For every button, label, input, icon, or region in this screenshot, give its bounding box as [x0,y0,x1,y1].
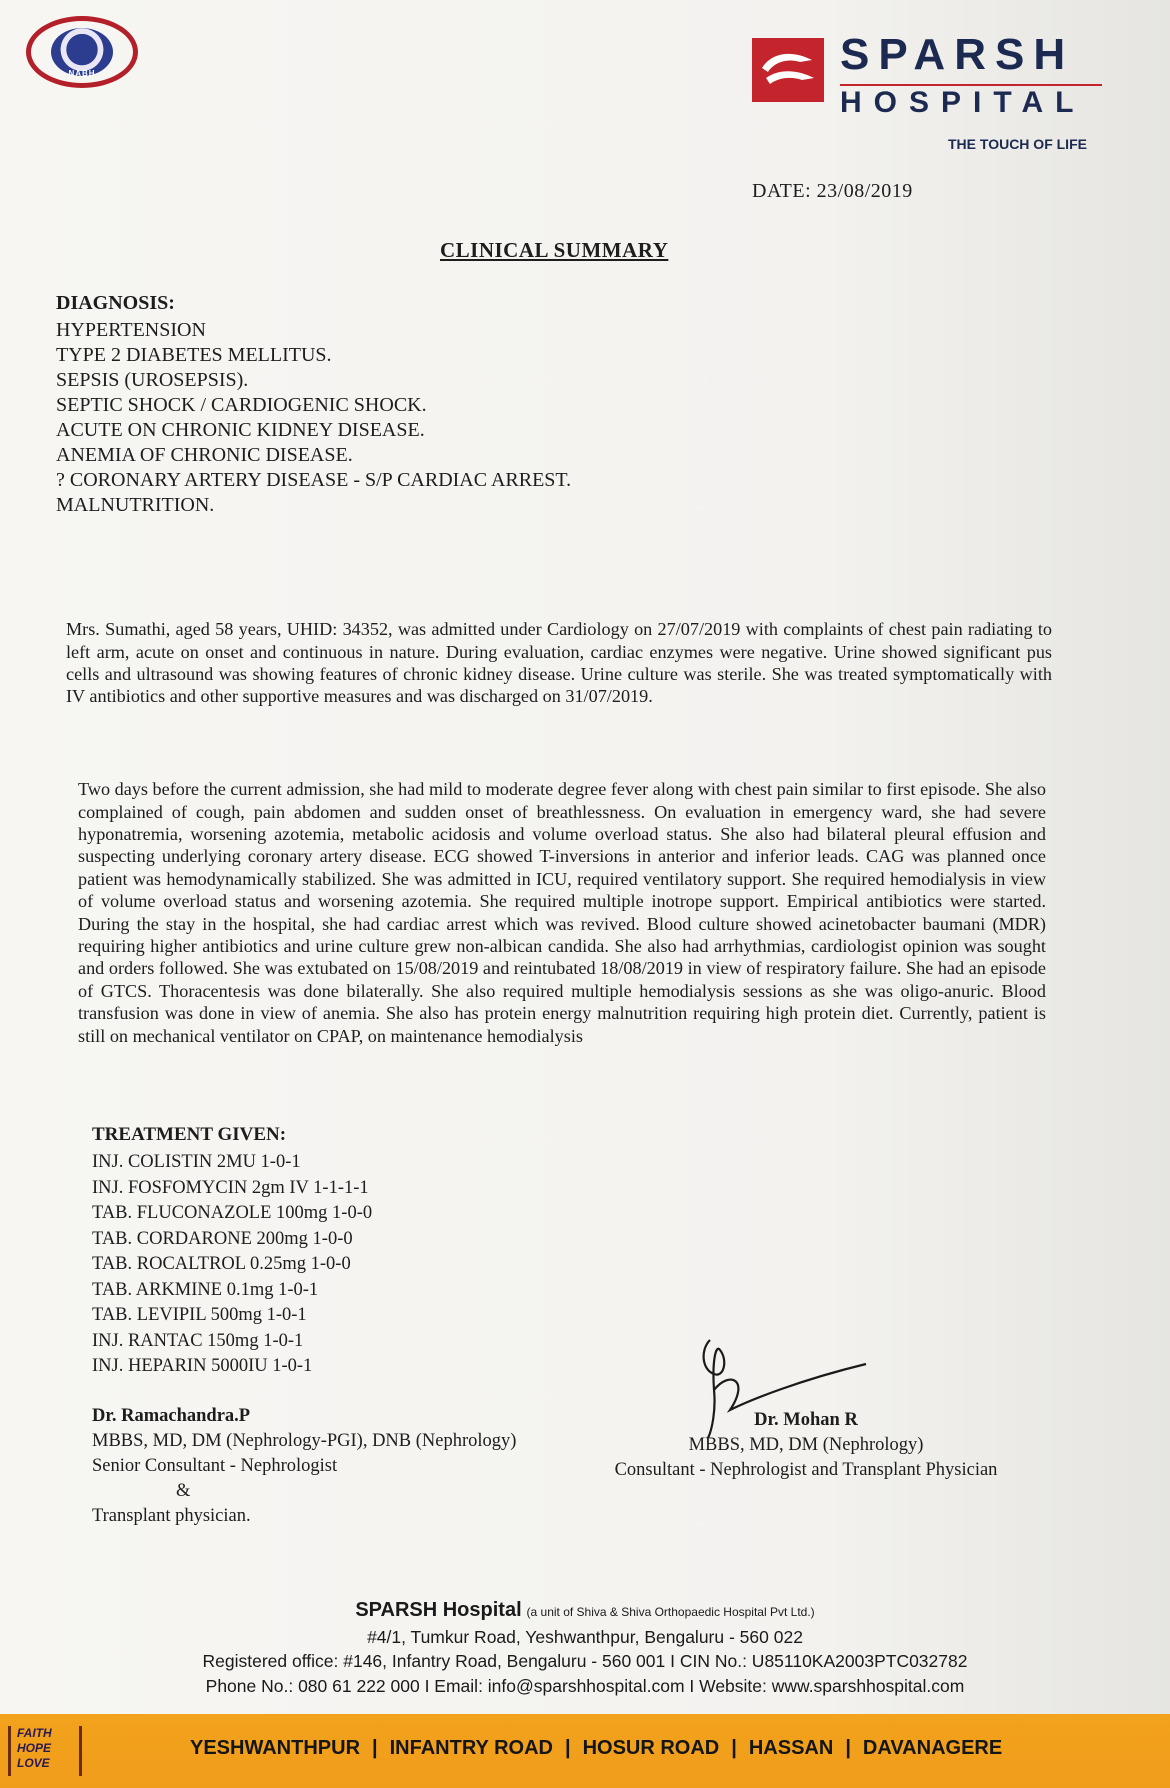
diagnosis-item: HYPERTENSION [56,319,206,341]
treatment-item: TAB. ROCALTROL 0.25mg 1-0-0 [92,1254,351,1274]
seal-text: NABH [68,69,96,78]
doctor-2-qualifications: MBBS, MD, DM (Nephrology) [688,1435,924,1455]
treatment-item: TAB. CORDARONE 200mg 1-0-0 [92,1228,353,1249]
brand-name-bottom: HOSPITAL [840,86,1086,119]
location-item: | HASSAN [719,1737,833,1760]
treatment-item: INJ. FOSFOMYCIN 2gm IV 1-1-1-1 [92,1177,369,1198]
location-item: | HOSUR ROAD [553,1737,719,1760]
treatment-list [92,1150,372,1380]
sparsh-logo-mark-icon [752,38,824,102]
band-logo-line: FAITH [17,1726,52,1740]
diagnosis-item: ? CORONARY ARTERY DISEASE - S/P CARDIAC ARREST. [56,469,572,491]
document-title: CLINICAL SUMMARY [440,238,669,262]
treatment-heading: TREATMENT GIVEN: [92,1124,287,1145]
history-paragraph: Mrs. Sumathi, aged 58 years, UHID: 34352, was admitted under Cardiology on 27/07/2019 with complaints of chest pain radiating to left arm, acute on onset and continuous in nature. During evaluation, cardiac enzymes were negative. Urine showed significant pus cells and ultrasound was showing features of chronic kidney disease. Urine culture was sterile. She was treated symptomatically with IV antibiotics and other supportive measures and was discharged on 31/07/2019. [66,619,1052,707]
nabh-seal-logo [26,16,138,88]
brand-tagline: THE TOUCH OF LIFE [948,136,1087,152]
nabh-emblem-icon [51,28,113,76]
location-item: YESHWANTHPUR [190,1737,361,1759]
treatment-item: TAB. ARKMINE 0.1mg 1-0-1 [92,1279,319,1300]
diagnosis-item: TYPE 2 DIABETES MELLITUS. [56,344,332,366]
doctor-2-role: Consultant - Nephrologist and Transplant Physician [614,1460,998,1480]
doctor-1-ampersand: & [176,1481,191,1501]
diagnosis-list [56,318,571,518]
document-date: DATE: 23/08/2019 [752,180,913,202]
footer-brand: SPARSH Hospital [355,1599,522,1621]
footer-registered: Registered office: #146, Infantry Road, Bengaluru - 560 001 I CIN No.: U85110KA2003PTC032782 [202,1651,968,1671]
diagnosis-item: SEPTIC SHOCK / CARDIOGENIC SHOCK. [56,394,427,416]
treatment-item: TAB. LEVIPIL 500mg 1-0-1 [92,1305,307,1325]
brand-name-top: SPARSH [840,30,1075,79]
doctor-2-name: Dr. Mohan R [754,1410,858,1430]
doctor-1-block [92,1404,516,1529]
doctor-1-role: Senior Consultant - Nephrologist [92,1456,338,1476]
doctor-1-role-2: Transplant physician. [92,1506,251,1526]
locations-band [0,1714,1170,1788]
treatment-item: INJ. HEPARIN 5000IU 1-0-1 [92,1356,313,1376]
doctor-1-qualifications: MBBS, MD, DM (Nephrology-PGI), DNB (Nephrology) [92,1431,517,1451]
doctor-1-name: Dr. Ramachandra.P [92,1406,251,1426]
diagnosis-item: ACUTE ON CHRONIC KIDNEY DISEASE. [56,419,425,441]
location-item: | DAVANAGERE [833,1737,1002,1760]
footer [0,1598,1170,1698]
treatment-item: TAB. FLUCONAZOLE 100mg 1-0-0 [92,1203,373,1223]
footer-contact: Phone No.: 080 61 222 000 I Email: info@sparshhospital.com I Website: www.sparshhospital.com [205,1675,965,1696]
band-logo-line: LOVE [17,1756,50,1770]
band-logo-line: HOPE [17,1741,52,1755]
diagnosis-item: MALNUTRITION. [56,494,215,516]
current-admission-paragraph: Two days before the current admission, she had mild to moderate degree fever along with chest pain similar to first episode. She also complained of cough, pain abdomen and sudden onset of breathlessness. On evaluation in emergency ward, she had severe hyponatremia, worsening azotemia, metabolic acidosis and volume overload status. She also had bilateral pleural effusion and suspecting underlying coronary artery disease. ECG showed T-inversions in anterior and inferior leads. CAG was planned once patient was hemodynamically stabilized. She was admitted in ICU, required ventilatory support. She required hemodialysis in view of volume overload status and worsening azotemia. She required multiple inotrope support. Empirical antibiotics were started. During the stay in the hospital, she had cardiac arrest which was revived. Blood culture showed acinetobacter baumani (MDR) requiring higher antibiotics and urine culture grew non-albican candida. She also had arrhythmias, cardiologist opinion was sought and orders followed. She was extubated on 15/08/2019 and reintubated 18/08/2019 in view of respiratory failure. She had an episode of GTCS. Thoracentesis was done bilaterally. She also required multiple hemodialysis sessions as she was oligo-anuric. Blood transfusion was done in view of anemia. She also has protein energy malnutrition requiring high protein diet. Currently, patient is still on mechanical ventilator on CPAP, on maintenance hemodialysis [78,779,1046,1046]
footer-unit: (a unit of Shiva & Shiva Orthopaedic Hospital Pvt Ltd.) [526,1605,815,1619]
faith-hope-love-logo [8,1726,82,1776]
footer-address: #4/1, Tumkur Road, Yeshwanthpur, Bengaluru - 560 022 [367,1626,803,1647]
diagnosis-heading: DIAGNOSIS: [56,292,175,314]
doctor-2-block [596,1408,1016,1483]
footer-brand-line [0,1598,1170,1625]
treatment-item: INJ. RANTAC 150mg 1-0-1 [92,1330,304,1351]
treatment-item: INJ. COLISTIN 2MU 1-0-1 [92,1152,301,1172]
diagnosis-item: SEPSIS (UROSEPSIS). [56,369,249,391]
diagnosis-item: ANEMIA OF CHRONIC DISEASE. [56,444,353,466]
locations-list [190,1737,1002,1760]
location-item: | INFANTRY ROAD [360,1737,553,1760]
